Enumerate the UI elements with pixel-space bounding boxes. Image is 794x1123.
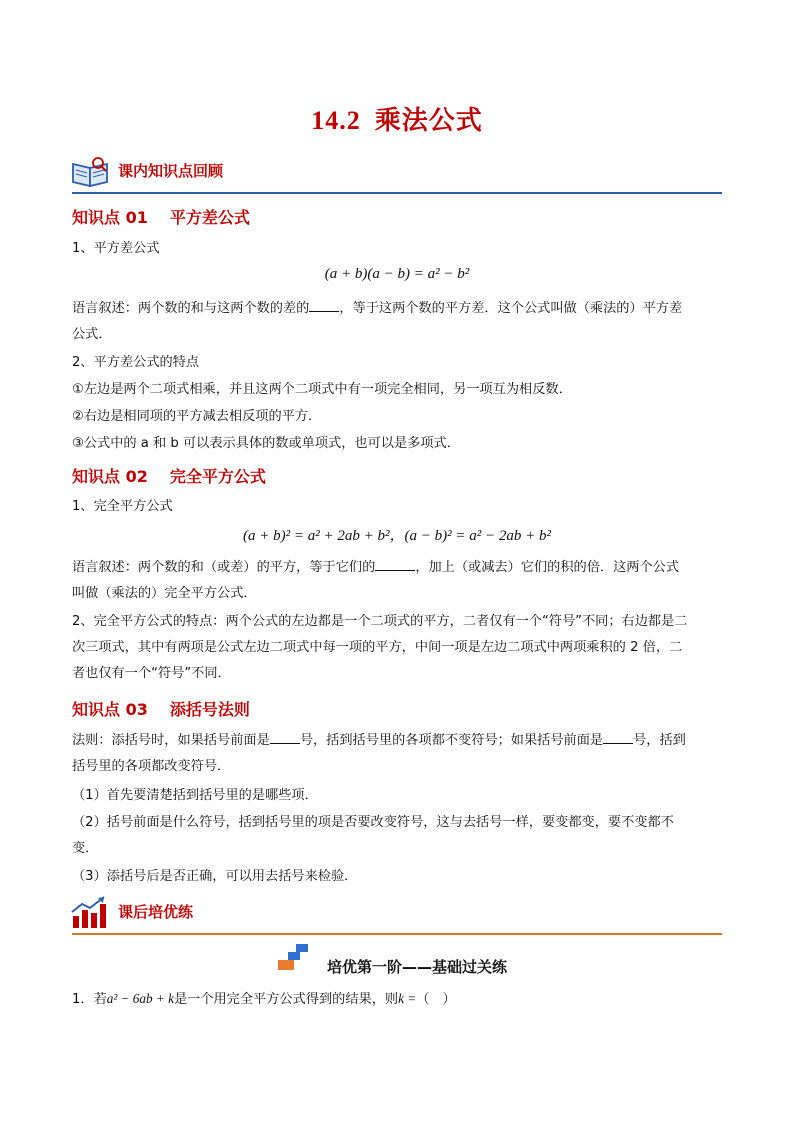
kp2-feat1: 2、完全平方公式的特点：两个公式的左边都是一个二项式的平方，二者仅有一个“符号”不同；右边都是二 bbox=[72, 614, 688, 629]
kp2-feat2: 次三项式，其中有两项是公式左边二项式中每一项的平方，中间一项是左边二项式中两项乘积的 2 倍，二 bbox=[72, 640, 683, 655]
kp3-rule bbox=[72, 728, 722, 780]
kp1-desc-b: ，等于这两个数的平方差．这个公式叫做（乘法的）平方差 bbox=[339, 301, 683, 316]
kp1-description bbox=[72, 296, 722, 348]
practice-heading: 培优第一阶——基础过关练 bbox=[326, 958, 507, 976]
fill-blank[interactable] bbox=[603, 731, 633, 744]
kp2-feat3: 者也仅有一个“符号”不同． bbox=[72, 666, 231, 681]
knowledge-point-1-heading bbox=[72, 205, 250, 228]
q1-number: 1．若 bbox=[72, 992, 107, 1007]
fill-blank[interactable] bbox=[375, 558, 415, 571]
kp2-desc-b: ，加上（或减去）它们的积的倍．这两个公式 bbox=[415, 560, 680, 575]
kp3-step1: （1）首先要清楚括到括号里的是哪些项． bbox=[72, 788, 318, 803]
section-divider bbox=[72, 192, 722, 194]
fill-blank[interactable] bbox=[270, 731, 300, 744]
kp1-point3: ③公式中的 a 和 b 可以表示具体的数或单项式，也可以是多项式． bbox=[72, 436, 460, 451]
kp2-item1: 1、完全平方公式 bbox=[72, 499, 173, 514]
knowledge-point-2-heading bbox=[72, 464, 266, 487]
kp1-desc-c: 公式． bbox=[72, 327, 112, 342]
kp2-title: 完全平方公式 bbox=[169, 467, 266, 486]
kp3-rule-c: 号，括到 bbox=[633, 733, 686, 748]
q1-variable: k = bbox=[398, 991, 417, 1006]
title-number: 14.2 bbox=[311, 106, 361, 135]
q1-expression: a² − 6ab + k bbox=[106, 991, 174, 1006]
kp3-title: 添括号法则 bbox=[169, 700, 250, 719]
kp1-formula: (a + b)(a − b) = a² − b² bbox=[324, 266, 470, 282]
kp1-label: 知识点 01 bbox=[72, 208, 148, 227]
fill-blank[interactable] bbox=[309, 299, 339, 312]
chart-icon bbox=[70, 894, 110, 930]
kp1-item2: 2、平方差公式的特点 bbox=[72, 355, 200, 370]
kp2-label: 知识点 02 bbox=[72, 467, 148, 486]
q1-answer-paren[interactable]: （ ） bbox=[416, 992, 456, 1007]
section-title-review: 课内知识点回顾 bbox=[118, 162, 224, 180]
question-1 bbox=[72, 986, 722, 1013]
kp2-features bbox=[72, 609, 722, 687]
title-text: 乘法公式 bbox=[374, 106, 483, 136]
section-title-practice: 课后培优练 bbox=[118, 903, 194, 921]
kp2-formula: (a + b)² = a² + 2ab + b²，(a − b)² = a² − 2ab + b² bbox=[243, 528, 551, 544]
kp3-step2b: 变． bbox=[72, 841, 99, 856]
book-icon bbox=[70, 155, 112, 189]
kp1-item1: 1、平方差公式 bbox=[72, 241, 160, 256]
q1-text: 是一个用完全平方公式得到的结果，则 bbox=[173, 992, 399, 1007]
kp3-rule-a: 法则：添括号时，如果括号前面是 bbox=[72, 733, 270, 748]
kp3-step3: （3）添括号后是否正确，可以用去括号来检验． bbox=[72, 869, 358, 884]
kp1-point2: ②右边是相同项的平方减去相反项的平方． bbox=[72, 409, 322, 424]
kp1-title: 平方差公式 bbox=[169, 208, 250, 227]
kp2-desc-c: 叫做（乘法的）完全平方公式． bbox=[72, 586, 257, 601]
kp1-desc-a: 语言叙述：两个数的和与这两个数的差的 bbox=[72, 301, 310, 316]
knowledge-point-3-heading bbox=[72, 697, 250, 720]
kp3-rule-d: 括号里的各项都改变符号． bbox=[72, 759, 231, 774]
kp3-step2a: （2）括号前面是什么符号，括到括号里的项是否要改变符号，这与去括号一样，要变都变，要不变都不 bbox=[72, 815, 674, 830]
kp3-rule-b: 号，括到括号里的各项都不变符号；如果括号前面是 bbox=[299, 733, 604, 748]
kp3-label: 知识点 03 bbox=[72, 700, 148, 719]
kp2-desc-a: 语言叙述：两个数的和（或差）的平方，等于它们的 bbox=[72, 560, 376, 575]
section-divider bbox=[72, 933, 722, 935]
kp3-step2 bbox=[72, 810, 722, 862]
kp2-description bbox=[72, 555, 722, 607]
kp1-point1: ①左边是两个二项式相乘，并且这两个二项式中有一项完全相同，另一项互为相反数． bbox=[72, 382, 572, 397]
page-title bbox=[0, 100, 794, 137]
